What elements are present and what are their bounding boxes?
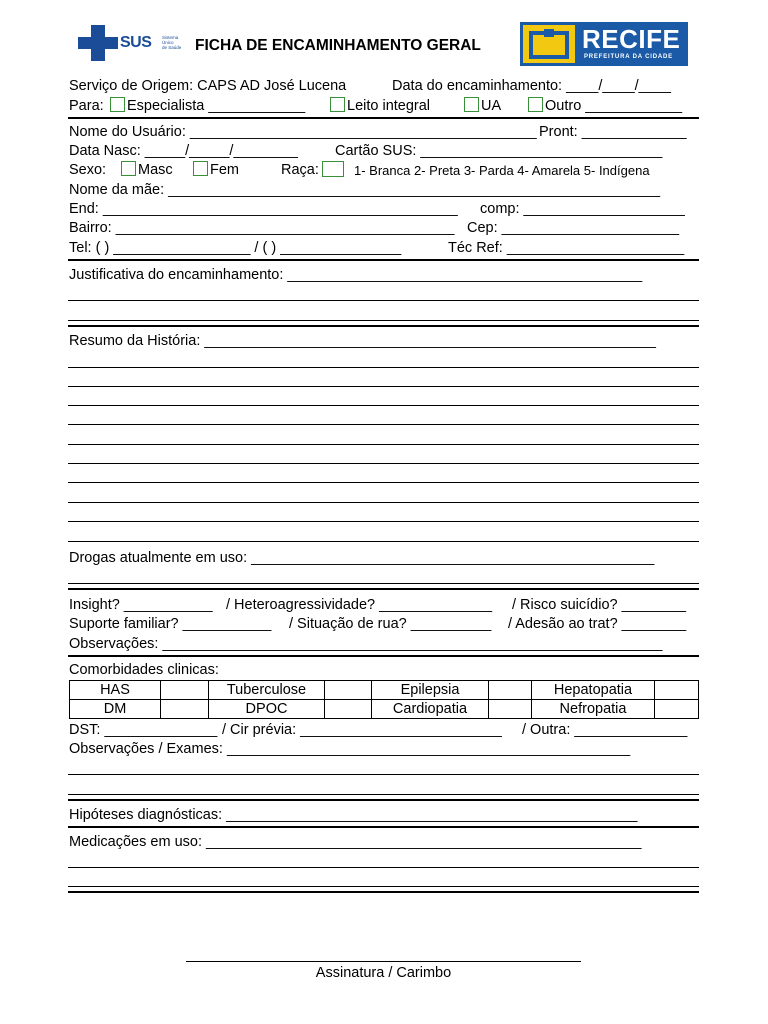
checkbox[interactable] (330, 97, 345, 112)
section-divider (68, 655, 699, 657)
drugs-in-use-field[interactable]: Drogas atualmente em uso: __________________________________________________ (69, 550, 655, 566)
write-line[interactable] (68, 405, 699, 406)
comorbidity-name: Nefropatia (532, 700, 655, 719)
comorbidity-name: Cardiopatia (372, 700, 489, 719)
checkbox[interactable] (322, 161, 344, 177)
write-line[interactable] (68, 300, 699, 301)
comorbidity-name: Tuberculose (209, 681, 325, 700)
section-divider (68, 799, 699, 801)
option-specialist[interactable] (110, 97, 305, 115)
comorbidity-check-cell[interactable] (655, 681, 699, 700)
para-label: Para: (69, 98, 104, 114)
write-line[interactable] (68, 886, 699, 887)
patient-name-field[interactable]: Nome do Usuário: ___________________________________________ (69, 124, 537, 140)
sex-option-female[interactable] (193, 161, 239, 179)
comorbidity-check-cell[interactable] (161, 700, 209, 719)
comorbidity-name: Hepatopatia (532, 681, 655, 700)
write-line[interactable] (68, 444, 699, 445)
complement-field[interactable]: comp: ____________________ (480, 201, 685, 217)
pront-field[interactable]: Pront: _____________ (539, 124, 687, 140)
sex-option-male[interactable] (121, 161, 173, 179)
option-other[interactable] (528, 97, 682, 115)
race-input[interactable] (322, 161, 346, 180)
sus-cross-icon (78, 25, 118, 61)
comorbidity-check-cell[interactable] (325, 681, 372, 700)
page-title: FICHA DE ENCAMINHAMENTO GERAL (195, 37, 481, 54)
option-integral-bed-label: Leito integral (347, 98, 431, 114)
address-field[interactable]: End: ____________________________________________ (69, 201, 458, 217)
signature-label: Assinatura / Carimbo (315, 965, 452, 981)
diagnosis-field[interactable]: Hipóteses diagnósticas: ___________________________________________________ (69, 807, 638, 823)
comorbidity-check-cell[interactable] (655, 700, 699, 719)
comorbidity-check-cell[interactable] (325, 700, 372, 719)
sus-logo (78, 25, 188, 61)
write-line[interactable] (68, 463, 699, 464)
option-integral-bed[interactable] (330, 97, 430, 115)
insight-field[interactable]: Insight? ___________ (69, 597, 213, 613)
race-label: Raça: (281, 162, 319, 178)
sex-label: Sexo: (69, 162, 107, 178)
write-line[interactable] (68, 541, 699, 542)
comorbidity-name: Epilepsia (372, 681, 489, 700)
option-ua-label: UA (481, 98, 502, 114)
write-line[interactable] (68, 794, 699, 795)
treatment-adherence-field[interactable]: / Adesão ao trat? ________ (508, 616, 687, 632)
section-divider (68, 826, 699, 828)
comorbidities-table (69, 680, 699, 719)
observations-field[interactable]: Observações: ______________________________________________________________ (69, 636, 663, 652)
option-other-label: Outro ____________ (545, 98, 683, 114)
coat-of-arms-icon (523, 25, 575, 63)
history-field[interactable]: Resumo da História: ________________________________________________________ (69, 333, 656, 349)
comorbidity-name: DM (70, 700, 161, 719)
other-comorbidity-field[interactable]: / Outra: ______________ (522, 722, 688, 738)
comorbidity-check-cell[interactable] (489, 700, 532, 719)
comorbidity-name: DPOC (209, 700, 325, 719)
origin-service: Serviço de Origem: CAPS AD José Lucena (69, 78, 347, 94)
birth-date-field[interactable]: Data Nasc: _____/_____/________ (69, 143, 298, 159)
comorbidity-check-cell[interactable] (161, 681, 209, 700)
write-line[interactable] (68, 502, 699, 503)
heteroaggressiveness-field[interactable]: / Heteroagressividade? ______________ (226, 597, 493, 613)
comorbidities-label: Comorbidades clinicas: (69, 662, 219, 678)
dst-field[interactable]: DST: ______________ (69, 722, 218, 738)
section-divider (68, 891, 699, 893)
section-divider (68, 325, 699, 327)
previous-surgery-field[interactable]: / Cir prévia: _________________________ (222, 722, 502, 738)
street-situation-field[interactable]: / Situação de rua? __________ (289, 616, 492, 632)
justification-field[interactable]: Justificativa do encaminhamento: ____________________________________________ (69, 267, 643, 283)
phone-field[interactable]: Tel: ( ) _________________ / ( ) _______________ (69, 240, 402, 256)
checkbox[interactable] (121, 161, 136, 176)
recife-logo-subtitle: PREFEITURA DA CIDADE (584, 54, 673, 60)
mother-name-field[interactable]: Nome da mãe: _____________________________________________________________ (69, 182, 661, 198)
write-line[interactable] (68, 583, 699, 584)
family-support-field[interactable]: Suporte familiar? ___________ (69, 616, 272, 632)
section-divider (68, 117, 699, 119)
checkbox[interactable] (110, 97, 125, 112)
write-line[interactable] (68, 386, 699, 387)
write-line[interactable] (68, 521, 699, 522)
tec-ref-field[interactable]: Téc Ref: ______________________ (448, 240, 685, 256)
section-divider (68, 259, 699, 261)
recife-logo-name: RECIFE (582, 24, 681, 54)
sus-card-field[interactable]: Cartão SUS: ______________________________ (335, 143, 663, 159)
checkbox[interactable] (193, 161, 208, 176)
sus-logo-subline: de Saúde (162, 45, 182, 50)
sus-logo-subline: Sistema (162, 35, 179, 40)
checkbox[interactable] (464, 97, 479, 112)
signature-line[interactable] (186, 961, 581, 962)
section-divider (68, 588, 699, 590)
district-field[interactable]: Bairro: __________________________________________ (69, 220, 455, 236)
cep-field[interactable]: Cep: ______________________ (467, 220, 680, 236)
suicide-risk-field[interactable]: / Risco suicídio? ________ (512, 597, 687, 613)
sex-option-male-label: Masc (138, 162, 173, 178)
write-line[interactable] (68, 320, 699, 321)
comorbidity-check-cell[interactable] (489, 681, 532, 700)
write-line[interactable] (68, 482, 699, 483)
medications-field[interactable]: Medicações em uso: ______________________________________________________ (69, 834, 642, 850)
write-line[interactable] (68, 867, 699, 868)
write-line[interactable] (68, 424, 699, 425)
race-options: 1- Branca 2- Preta 3- Parda 4- Amarela 5- Indígena (354, 163, 650, 178)
comorbidity-name: HAS (70, 681, 161, 700)
option-ua[interactable] (464, 97, 501, 115)
option-specialist-label: Especialista ____________ (127, 98, 306, 114)
checkbox[interactable] (528, 97, 543, 112)
sus-logo-text: SUS (120, 34, 152, 51)
table-row (70, 681, 699, 700)
write-line[interactable] (68, 774, 699, 775)
recife-logo (520, 22, 688, 66)
table-row (70, 700, 699, 719)
referral-date[interactable]: Data do encaminhamento: ____/____/____ (392, 78, 671, 94)
exams-field[interactable]: Observações / Exames: __________________________________________________ (69, 741, 631, 757)
sex-option-female-label: Fem (210, 162, 239, 178)
sus-logo-subline: Único (162, 40, 174, 45)
write-line[interactable] (68, 367, 699, 368)
